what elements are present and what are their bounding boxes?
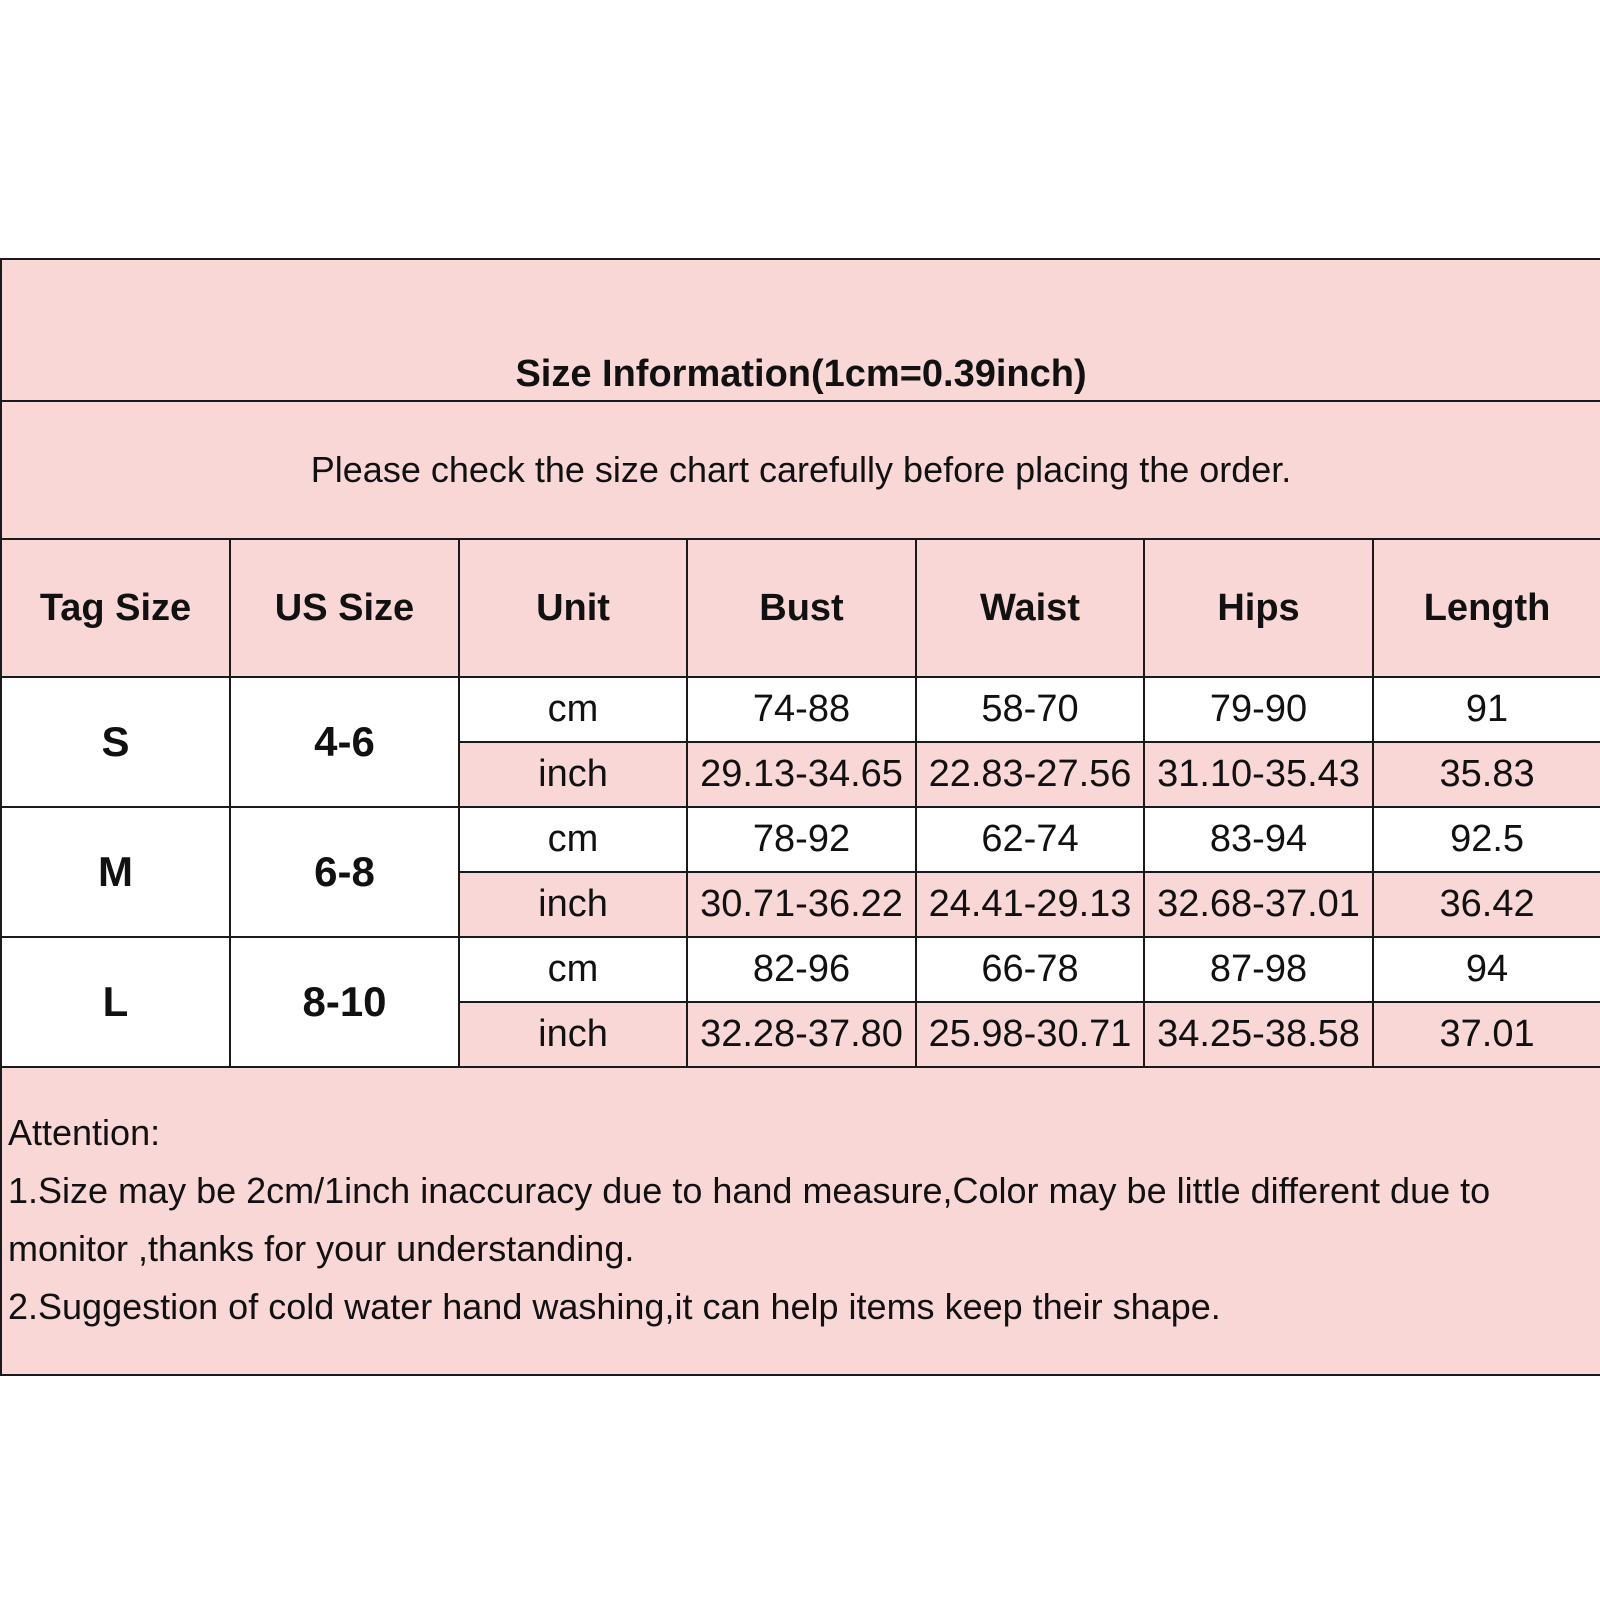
header-us-size: US Size <box>230 539 459 677</box>
unit-cell: inch <box>459 1002 687 1067</box>
hips-cell: 87-98 <box>1144 937 1373 1002</box>
table-row-l-cm <box>1 937 1600 1002</box>
waist-cell: 62-74 <box>916 807 1144 872</box>
length-cell: 94 <box>1373 937 1600 1002</box>
us-size-m: 6-8 <box>230 807 459 937</box>
page-subtitle: Please check the size chart carefully before placing the order. <box>1 401 1600 539</box>
unit-cell: cm <box>459 677 687 742</box>
length-cell: 92.5 <box>1373 807 1600 872</box>
attention-notes <box>1 1067 1600 1375</box>
header-waist: Waist <box>916 539 1144 677</box>
waist-cell: 25.98-30.71 <box>916 1002 1144 1067</box>
hips-cell: 31.10-35.43 <box>1144 742 1373 807</box>
size-chart <box>0 258 1600 1340</box>
us-size-s: 4-6 <box>230 677 459 807</box>
bust-cell: 30.71-36.22 <box>687 872 916 937</box>
hips-cell: 79-90 <box>1144 677 1373 742</box>
note-line: 1.Size may be 2cm/1inch inaccuracy due to hand measure,Color may be little different due to monitor ,thanks for your understanding. <box>8 1170 1491 1269</box>
page-title: Size Information(1cm=0.39inch) <box>1 259 1600 401</box>
hips-cell: 83-94 <box>1144 807 1373 872</box>
size-table <box>0 258 1600 1376</box>
bust-cell: 78-92 <box>687 807 916 872</box>
table-row-m-cm <box>1 807 1600 872</box>
unit-cell: inch <box>459 872 687 937</box>
table-row-s-cm <box>1 677 1600 742</box>
waist-cell: 22.83-27.56 <box>916 742 1144 807</box>
hips-cell: 32.68-37.01 <box>1144 872 1373 937</box>
header-row <box>1 539 1600 677</box>
bust-cell: 32.28-37.80 <box>687 1002 916 1067</box>
header-tag-size: Tag Size <box>1 539 230 677</box>
us-size-l: 8-10 <box>230 937 459 1067</box>
unit-cell: cm <box>459 937 687 1002</box>
waist-cell: 24.41-29.13 <box>916 872 1144 937</box>
bust-cell: 29.13-34.65 <box>687 742 916 807</box>
hips-cell: 34.25-38.58 <box>1144 1002 1373 1067</box>
length-cell: 91 <box>1373 677 1600 742</box>
header-unit: Unit <box>459 539 687 677</box>
tag-size-m: M <box>1 807 230 937</box>
notes-row <box>1 1067 1600 1375</box>
notes-heading: Attention: <box>8 1112 161 1153</box>
length-cell: 36.42 <box>1373 872 1600 937</box>
note-line: 2.Suggestion of cold water hand washing,it can help items keep their shape. <box>8 1286 1221 1327</box>
length-cell: 35.83 <box>1373 742 1600 807</box>
waist-cell: 66-78 <box>916 937 1144 1002</box>
subtitle-row <box>1 401 1600 539</box>
waist-cell: 58-70 <box>916 677 1144 742</box>
header-bust: Bust <box>687 539 916 677</box>
tag-size-s: S <box>1 677 230 807</box>
title-row <box>1 259 1600 401</box>
unit-cell: cm <box>459 807 687 872</box>
header-length: Length <box>1373 539 1600 677</box>
length-cell: 37.01 <box>1373 1002 1600 1067</box>
bust-cell: 82-96 <box>687 937 916 1002</box>
tag-size-l: L <box>1 937 230 1067</box>
bust-cell: 74-88 <box>687 677 916 742</box>
unit-cell: inch <box>459 742 687 807</box>
header-hips: Hips <box>1144 539 1373 677</box>
